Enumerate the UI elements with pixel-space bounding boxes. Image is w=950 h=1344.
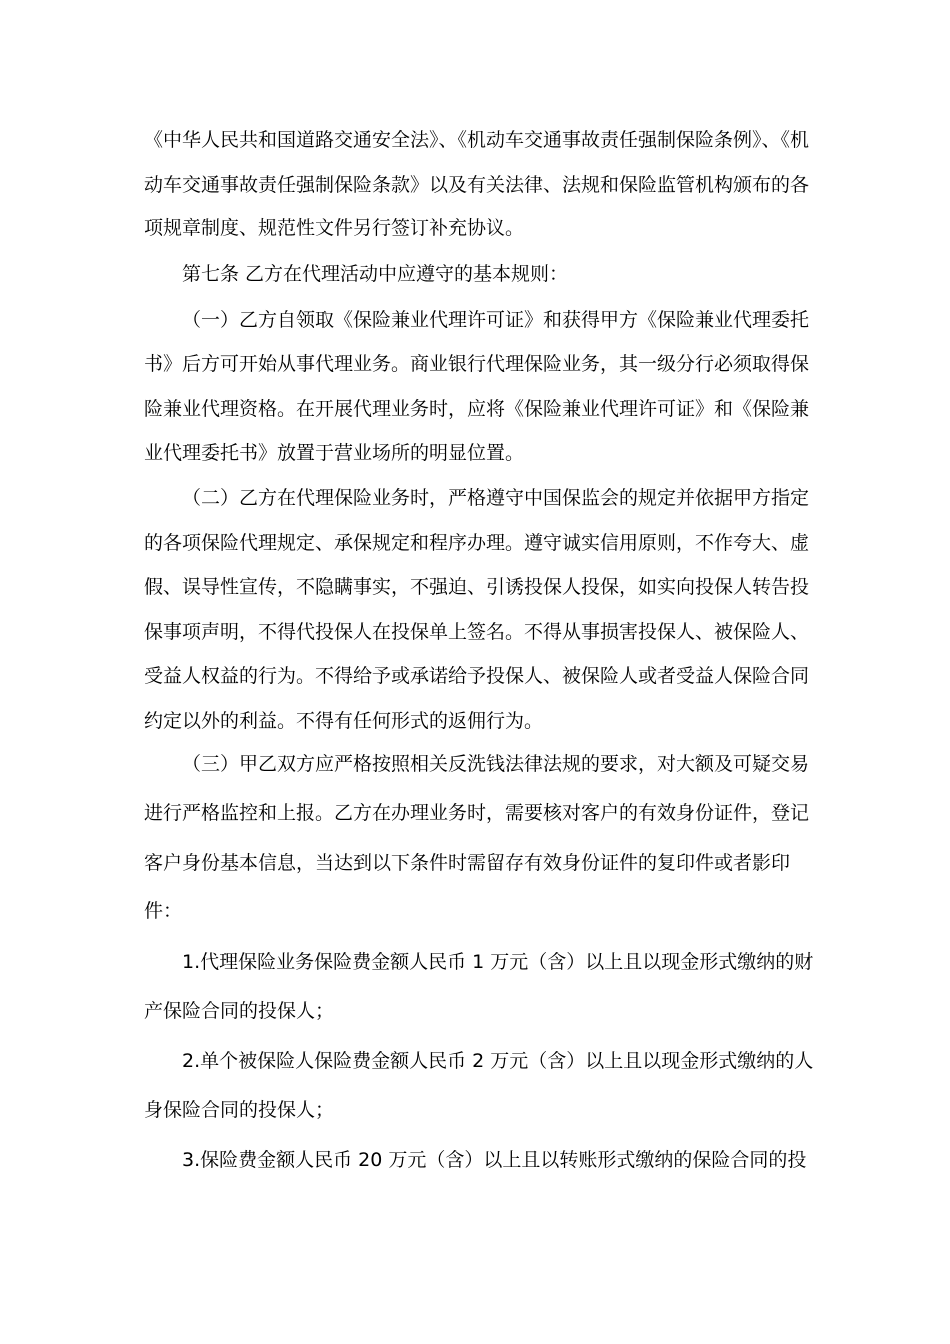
text-line: 产保险合同的投保人； [144, 1000, 335, 1022]
text-line: 动车交通事故责任强制保险条款》以及有关法律、法规和保险监管机构颁布的各 [144, 174, 810, 196]
text-line: 客户身份基本信息，当达到以下条件时需留存有效身份证件的复印件或者影印 [144, 852, 791, 874]
text-line: 身保险合同的投保人； [144, 1099, 335, 1121]
section-heading: 第七条 乙方在代理活动中应遵守的基本规则： [182, 263, 569, 285]
text-line: 受益人权益的行为。不得给予或承诺给予投保人、被保险人或者受益人保险合同 [144, 665, 810, 687]
text-line: 保事项声明，不得代投保人在投保单上签名。不得从事损害投保人、被保险人、 [144, 621, 810, 643]
list-item: 2.单个被保险人保险费金额人民币 2 万元（含）以上且以现金形式缴纳的人 [182, 1050, 814, 1072]
text-line: 险兼业代理资格。在开展代理业务时，应将《保险兼业代理许可证》和《保险兼 [144, 398, 810, 420]
text-line: 《中华人民共和国道路交通安全法》、《机动车交通事故责任强制保险条例》、《机 [144, 129, 810, 151]
text-line: （一）乙方自领取《保险兼业代理许可证》和获得甲方《保险兼业代理委托 [182, 309, 810, 331]
text-line: 约定以外的利益。不得有任何形式的返佣行为。 [144, 710, 544, 732]
text-line: 的各项保险代理规定、承保规定和程序办理。遵守诚实信用原则，不作夸大、虚 [144, 532, 810, 554]
list-item: 3.保险费金额人民币 20 万元（含）以上且以转账形式缴纳的保险合同的投 [182, 1149, 807, 1171]
text-line: 进行严格监控和上报。乙方在办理业务时，需要核对客户的有效身份证件，登记 [144, 802, 810, 824]
list-item: 1.代理保险业务保险费金额人民币 1 万元（含）以上且以现金形式缴纳的财 [182, 951, 814, 973]
text-line: 件： [144, 900, 183, 922]
text-line: （二）乙方在代理保险业务时，严格遵守中国保监会的规定并依据甲方指定 [182, 487, 810, 509]
text-line: 假、误导性宣传，不隐瞒事实，不强迫、引诱投保人投保，如实向投保人转告投 [144, 576, 810, 598]
text-line: 业代理委托书》放置于营业场所的明显位置。 [144, 442, 525, 464]
text-line: 书》后方可开始从事代理业务。商业银行代理保险业务，其一级分行必须取得保 [144, 353, 810, 375]
text-line: 项规章制度、规范性文件另行签订补充协议。 [144, 217, 525, 239]
text-line: （三）甲乙双方应严格按照相关反洗钱法律法规的要求，对大额及可疑交易 [182, 753, 810, 775]
